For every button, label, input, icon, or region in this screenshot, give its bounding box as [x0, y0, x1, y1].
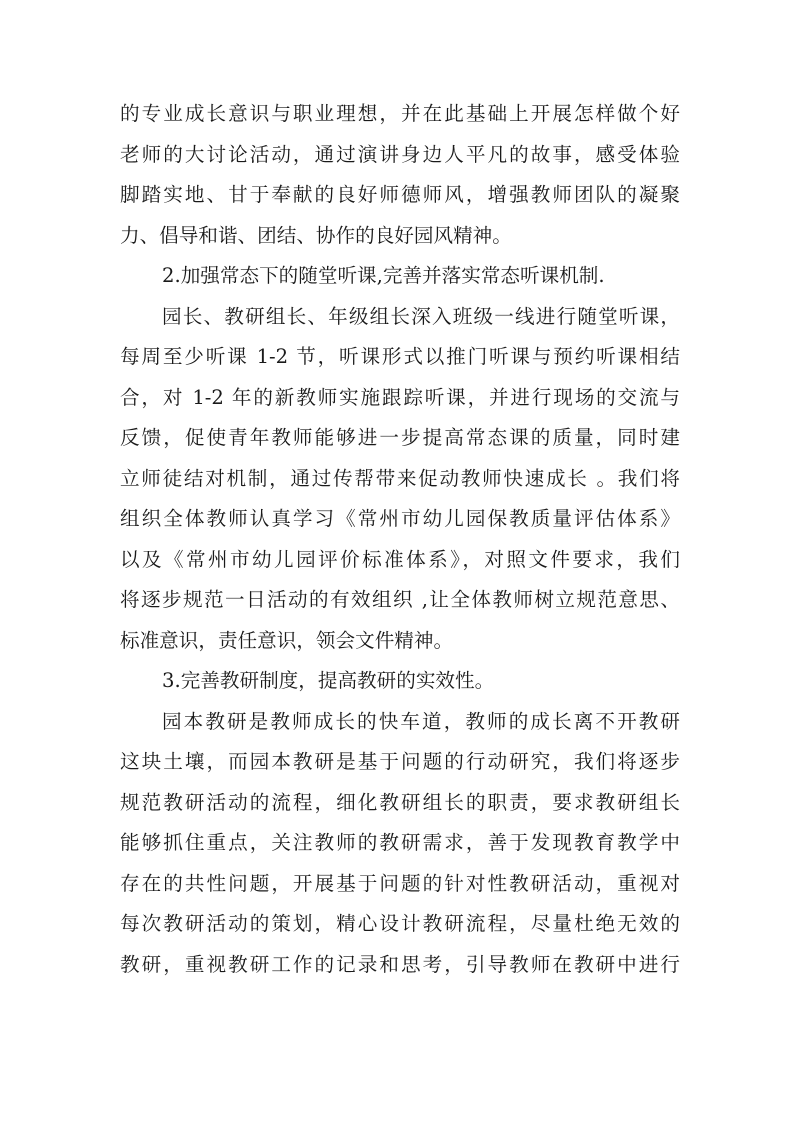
- text-line: 以及《常州市幼儿园评价标准体系》，对照文件要求，我们: [120, 547, 680, 571]
- text-line: 标准意识，责任意识，领会文件精神。: [120, 628, 454, 652]
- text-line: 教研，重视教研工作的记录和思考，引导教师在教研中进行: [120, 952, 680, 976]
- text-line: 园长、教研组长、年级组长深入班级一线进行随堂听课，: [162, 304, 680, 328]
- text-line: 每次教研活动的策划，精心设计教研流程，尽量杜绝无效的: [120, 912, 680, 935]
- text-line: 老师的大讨论活动，通过演讲身边人平凡的故事，感受体验: [120, 142, 680, 166]
- text-line: 规范教研活动的流程，细化教研组长的职责，要求教研组长: [120, 790, 680, 814]
- text-line: 力、倡导和谐、团结、协作的良好园风精神。: [120, 223, 512, 247]
- text-line: 园本教研是教师成长的快车道，教师的成长离不开教研: [162, 709, 680, 733]
- text-line: 组织全体教师认真学习《常州市幼儿园保教质量评估体系》: [120, 507, 680, 530]
- text-line: 反馈，促使青年教师能够进一步提高常态课的质量，同时建: [120, 426, 680, 449]
- text-line: 能够抓住重点，关注教师的教研需求，善于发现教育教学中: [120, 831, 680, 854]
- text-line: 立师徒结对机制，通过传帮带来促动教师快速成长 。我们将: [120, 466, 680, 490]
- text-line: 脚踏实地、甘于奉献的良好师德师风，增强教师团队的凝聚: [120, 183, 680, 206]
- section-heading: 3.完善教研制度，提高教研的实效性。: [162, 669, 495, 692]
- text-line: 将逐步规范一日活动的有效组织 ,让全体教师树立规范意思、: [120, 588, 680, 611]
- text-line: 的专业成长意识与职业理想，并在此基础上开展怎样做个好: [120, 102, 680, 125]
- text-line: 这块土壤，而园本教研是基于问题的行动研究，我们将逐步: [120, 750, 680, 773]
- text-line: 存在的共性问题，开展基于问题的针对性教研活动，重视对: [120, 871, 680, 895]
- text-line: 合，对 1-2 年的新教师实施跟踪听课，并进行现场的交流与: [120, 385, 680, 409]
- section-heading: 2.加强常态下的随堂听课,完善并落实常态听课机制.: [162, 264, 605, 287]
- text-line: 每周至少听课 1-2 节，听课形式以推门听课与预约听课相结: [120, 345, 680, 368]
- document-body: [120, 94, 680, 985]
